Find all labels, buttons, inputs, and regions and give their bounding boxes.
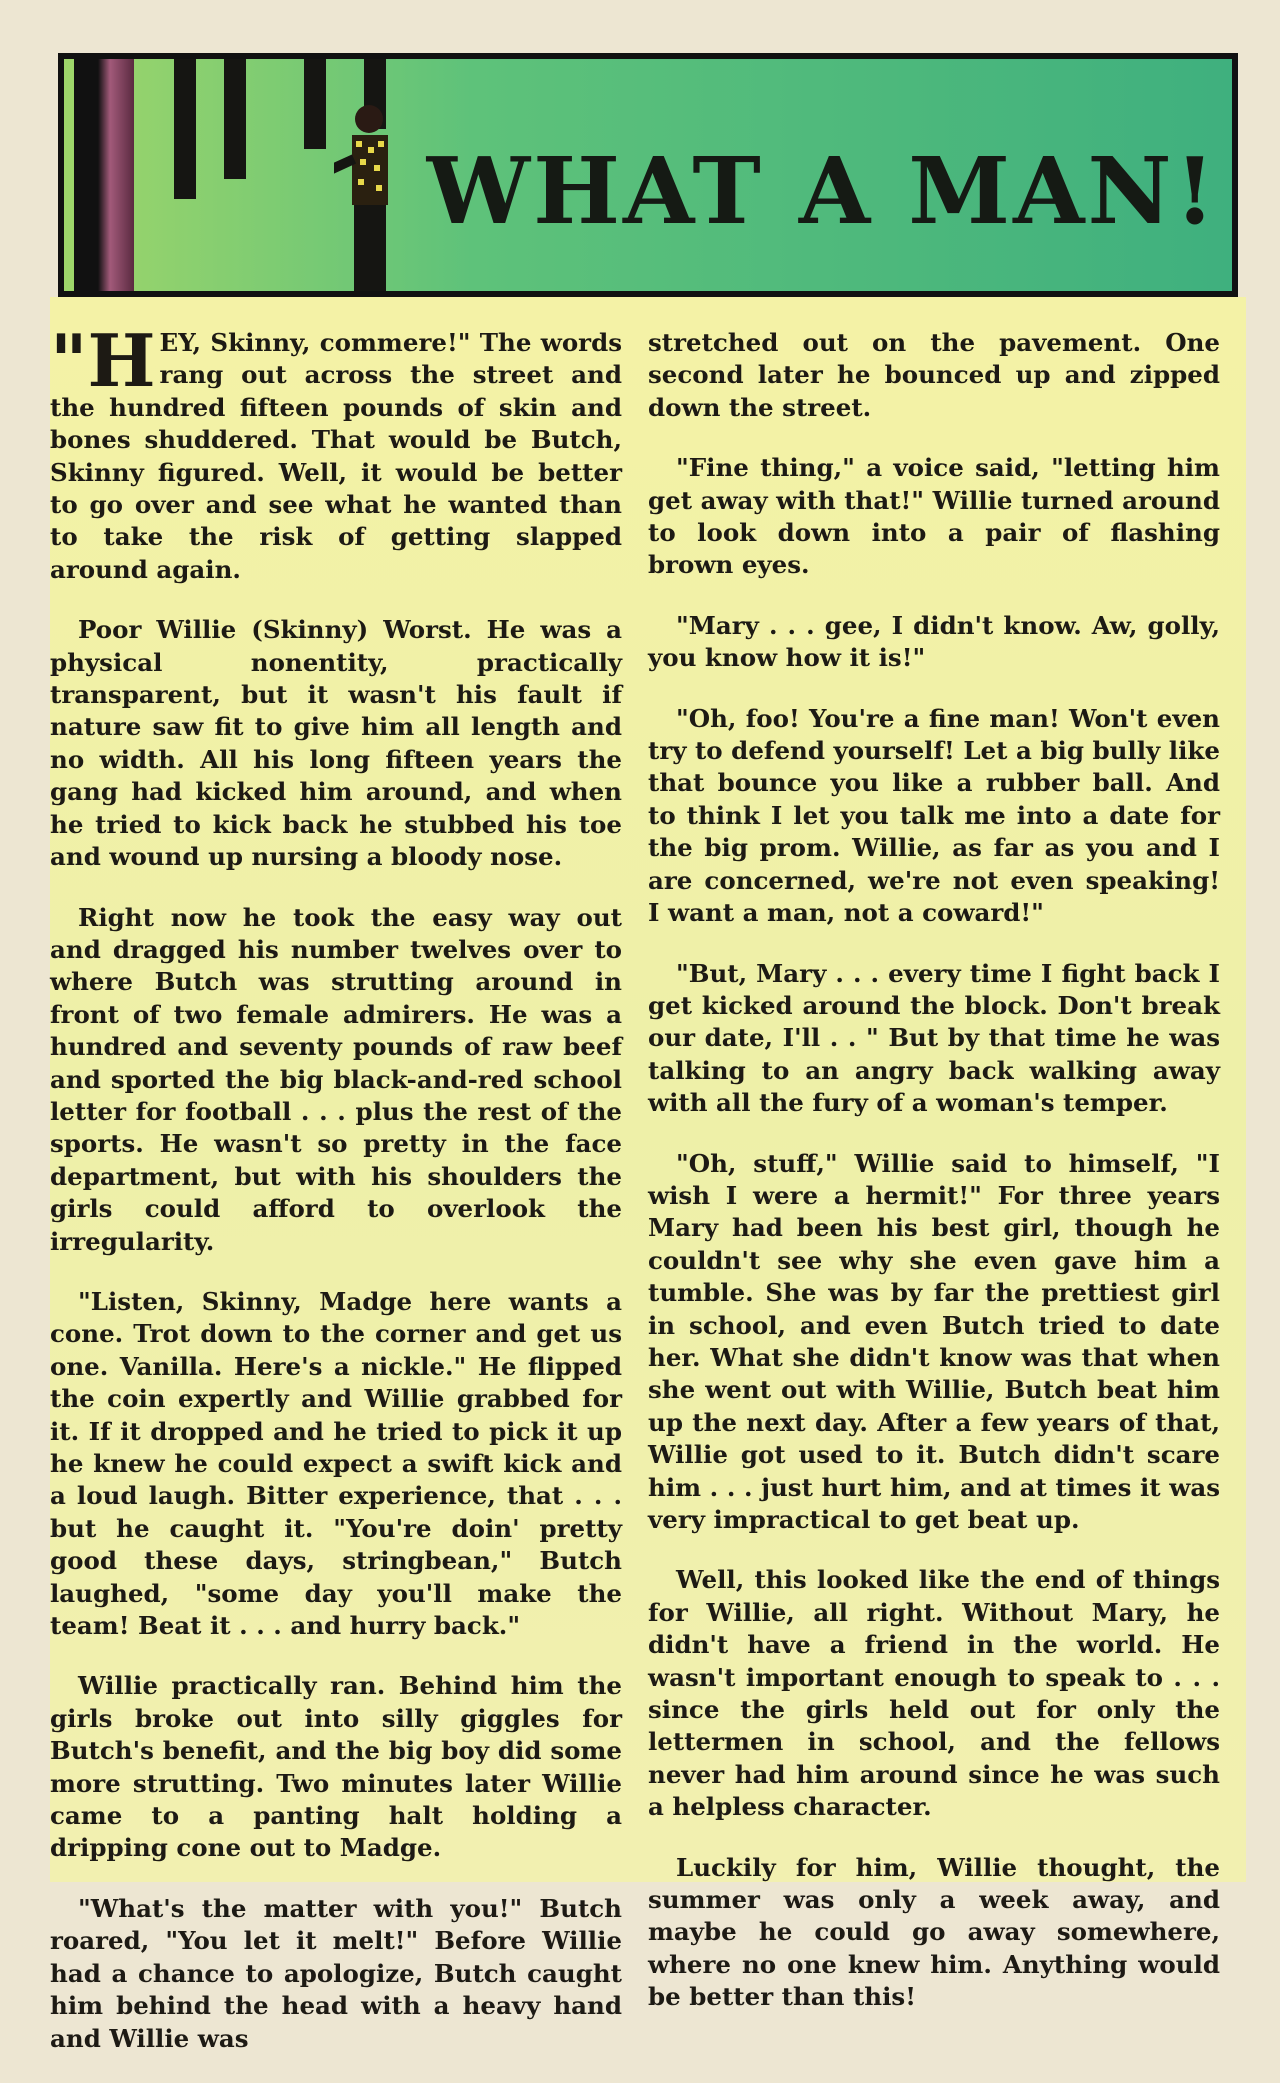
story-title: WHAT A MAN! (426, 137, 1218, 245)
paragraph: "Oh, stuff," Willie said to himself, "I wish I were a hermit!" For three years Mary had been his best girl, though he couldn't see why she even gave him a tumble. She was by far the prettiest girl in school, and even Butch tried to date her. What she didn't know was that when she went out with Willie, Butch beat him up the next day. After a few years of that, Willie got used to it. Butch didn't scare him . . . just hurt him, and at times it was very impractical to get beat up. (648, 1148, 1220, 1534)
paragraph: "Mary . . . gee, I didn't know. Aw, golly, you know how it is!" (648, 610, 1220, 673)
paragraph: "Oh, foo! You're a fine man! Won't even try to defend yourself! Let a big bully like that bounce you like a rubber ball. And to think I let you talk me into a date for the big prom. Willie, as far as you and I are concerned, we're not even speaking! I want a man, not a coward!" (648, 703, 1220, 928)
paragraph: Luckily for him, Willie thought, the summer was only a week away, and maybe he could go away somewhere, where no one knew him. Anything would be better than this! (648, 1852, 1220, 2012)
lumberjack-illustration (334, 99, 404, 297)
paragraph: Right now he took the easy way out and dragged his number twelves over to where Butch was strutting around in front of two female admirers. He was a hundred and seventy pounds of raw beef and sported the big black-and-red school letter for football . . . plus the rest of the sports. He wasn't so pretty in the face department, but with his shoulders the girls could afford to overlook the irregularity. (50, 902, 622, 1256)
right-column (648, 327, 1220, 2042)
paragraph: "Fine thing," a voice said, "letting him get away with that!" Willie turned around to look down into a pair of flashing brown eyes. (648, 453, 1221, 580)
paragraph: "What's the matter with you!" Butch roared, "You let it melt!" Before Willie had a chance to apologize, Butch caught him behind the head with a heavy hand and Willie was (50, 1893, 622, 2053)
title-banner (58, 53, 1238, 297)
paragraph: "Listen, Skinny, Madge here wants a cone. Trot down to the corner and get us one. Vanilla. Here's a nickle." He flipped the coin expertly and Willie grabbed for it. If it dropped and he tried to pick it up he knew he could expect a swift kick and a loud laugh. Bitter experience, that . . . but he caught it. "You're doin' pretty good these days, stringbean," Butch laughed, "some day you'll make the team! Beat it . . . and hurry back." (50, 1286, 622, 1641)
paragraph: "But, Mary . . . every time I fight back I get kicked around the block. Don't break our date, I'll . . " But by that time he was talking to an angry back walking away with all the fury of a woman's temper. (648, 958, 1220, 1118)
paragraph: stretched out on the pavement. One second later he bounced up and zipped down the street. (648, 328, 1220, 422)
left-column (50, 318, 622, 2083)
paragraph: Poor Willie (Skinny) Worst. He was a physical nonentity, practically transparent, but it wasn't his fault if nature saw fit to give him all length and no width. All his long fifteen years the gang had kicked him around, and when he tried to kick back he stubbed his toe and wound up nursing a bloody nose. (50, 615, 622, 872)
tree-trunk-illustration (74, 59, 134, 291)
paragraph: "HEY, Skinny, commere!" The words rang out across the street and the hundred fifteen pounds of skin and bones shuddered. That would be Butch, Skinny figured. Well, it would be better to go over and see what he wanted than to take the risk of getting slapped around again. (50, 318, 622, 584)
drop-cap: "H (50, 318, 156, 403)
tree-illustration (174, 59, 196, 199)
paragraph: Well, this looked like the end of things for Willie, all right. Without Mary, he didn't have a friend in the world. He wasn't important enough to speak to . . . since the girls held out for only the lettermen in school, and the fellows never had him around since he was such a helpless character. (648, 1565, 1220, 1822)
story-text-panel (50, 297, 1246, 2053)
paragraph: Willie practically ran. Behind him the girls broke out into silly giggles for Butch's benefit, and the big boy did some more strutting. Two minutes later Willie came to a panting halt holding a dripping cone out to Madge. (50, 1671, 622, 1863)
tree-illustration (304, 59, 326, 149)
tree-illustration (224, 59, 246, 179)
